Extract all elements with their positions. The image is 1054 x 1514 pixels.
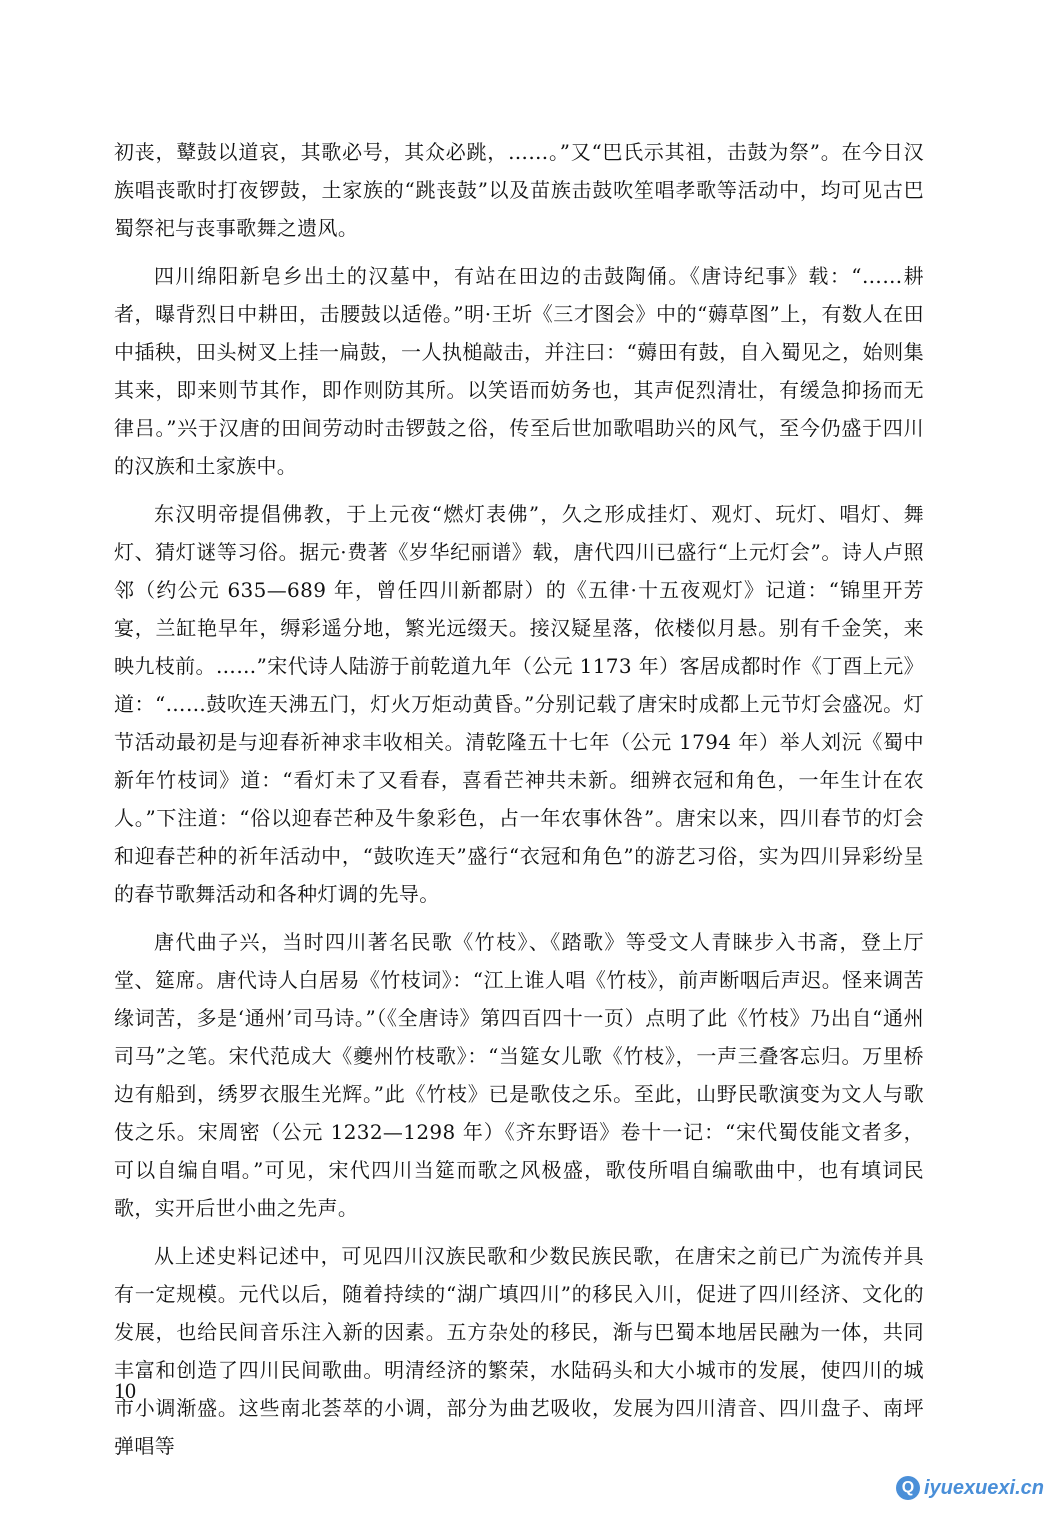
page-number: 10 — [114, 1378, 136, 1403]
paragraph: 东汉明帝提倡佛教，于上元夜“燃灯表佛”，久之形成挂灯、观灯、玩灯、唱灯、舞灯、猜灯谜等习俗。据元·费著《岁华纪丽谱》载，唐代四川已盛行“上元灯会”。诗人卢照邻（约公元 635—689 年，曾任四川新都尉）的《五律·十五夜观灯》记道：“锦里开芳宴，兰缸艳早年，缛彩遥分地，繁光远缀天。接汉疑星落，依楼似月悬。别有千金笑，来映九枝前。……”宋代诗人陆游于前乾道九年（公元 1173 年）客居成都时作《丁酉上元》道：“……鼓吹连天沸五门，灯火万炬动黄昏。”分别记载了唐宋时成都上元节灯会盛况。灯节活动最初是与迎春祈神求丰收相关。清乾隆五十七年（公元 1794 年）举人刘沅《蜀中新年竹枝词》道：“看灯未了又看春，喜看芒神共未新。细辨衣冠和角色，一年生计在农人。”下注道：“俗以迎春芒种及牛象彩色，占一年农事休咎”。唐宋以来，四川春节的灯会和迎春芒种的祈年活动中，“鼓吹连天”盛行“衣冠和角色”的游艺习俗，实为四川异彩纷呈的春节歌舞活动和各种灯调的先导。 — [114, 502, 924, 906]
watermark-text: iyuexuexi.cn — [923, 1476, 1044, 1499]
paragraph-continuation: 初丧，鼙鼓以道哀，其歌必号，其众必跳，……。”又“巴氏示其祖，击鼓为祭”。在今日汉族唱丧歌时打夜锣鼓，土家族的“跳丧鼓”以及苗族击鼓吹笙唱孝歌等活动中，均可见古巴蜀祭祀与丧事歌舞之遗风。 — [114, 140, 924, 240]
body-text — [114, 133, 924, 1465]
q-logo-icon: Q — [896, 1476, 920, 1500]
paragraph: 从上述史料记述中，可见四川汉族民歌和少数民族民歌，在唐宋之前已广为流传并具有一定规模。元代以后，随着持续的“湖广填四川”的移民入川，促进了四川经济、文化的发展，也给民间音乐注入新的因素。五方杂处的移民，渐与巴蜀本地居民融为一体，共同丰富和创造了四川民间歌曲。明清经济的繁荣，水陆码头和大小城市的发展，使四川的城市小调渐盛。这些南北荟萃的小调，部分为曲艺吸收，发展为四川清音、四川盘子、南坪弹唱等 — [114, 1244, 924, 1458]
paragraph: 唐代曲子兴，当时四川著名民歌《竹枝》、《踏歌》等受文人青睐步入书斋，登上厅堂、筵席。唐代诗人白居易《竹枝词》：“江上谁人唱《竹枝》，前声断咽后声迟。怪来调苦缘词苦，多是‘通州’司马诗。”（《全唐诗》第四百四十一页）点明了此《竹枝》乃出自“通州司马”之笔。宋代范成大《夔州竹枝歌》：“当筵女儿歌《竹枝》，一声三叠客忘归。万里桥边有船到，绣罗衣服生光辉。”此《竹枝》已是歌伎之乐。至此，山野民歌演变为文人与歌伎之乐。宋周密（公元 1232—1298 年）《齐东野语》卷十一记：“宋代蜀伎能文者多，可以自编自唱。”可见，宋代四川当筵而歌之风极盛，歌伎所唱自编歌曲中，也有填词民歌，实开后世小曲之先声。 — [114, 930, 924, 1220]
paragraph: 四川绵阳新皂乡出土的汉墓中，有站在田边的击鼓陶俑。《唐诗纪事》载：“……耕者，曝背烈日中耕田，击腰鼓以适倦。”明·王圻《三才图会》中的“薅草图”上，有数人在田中插秧，田头树叉上挂一扁鼓，一人执槌敲击，并注曰：“薅田有鼓，自入蜀见之，始则集其来，即来则节其作，即作则防其所。以笑语而妨务也，其声促烈清壮，有缓急抑扬而无律吕。”兴于汉唐的田间劳动时击锣鼓之俗，传至后世加歌唱助兴的风气，至今仍盛于四川的汉族和土家族中。 — [114, 264, 924, 478]
site-watermark — [896, 1476, 1044, 1500]
